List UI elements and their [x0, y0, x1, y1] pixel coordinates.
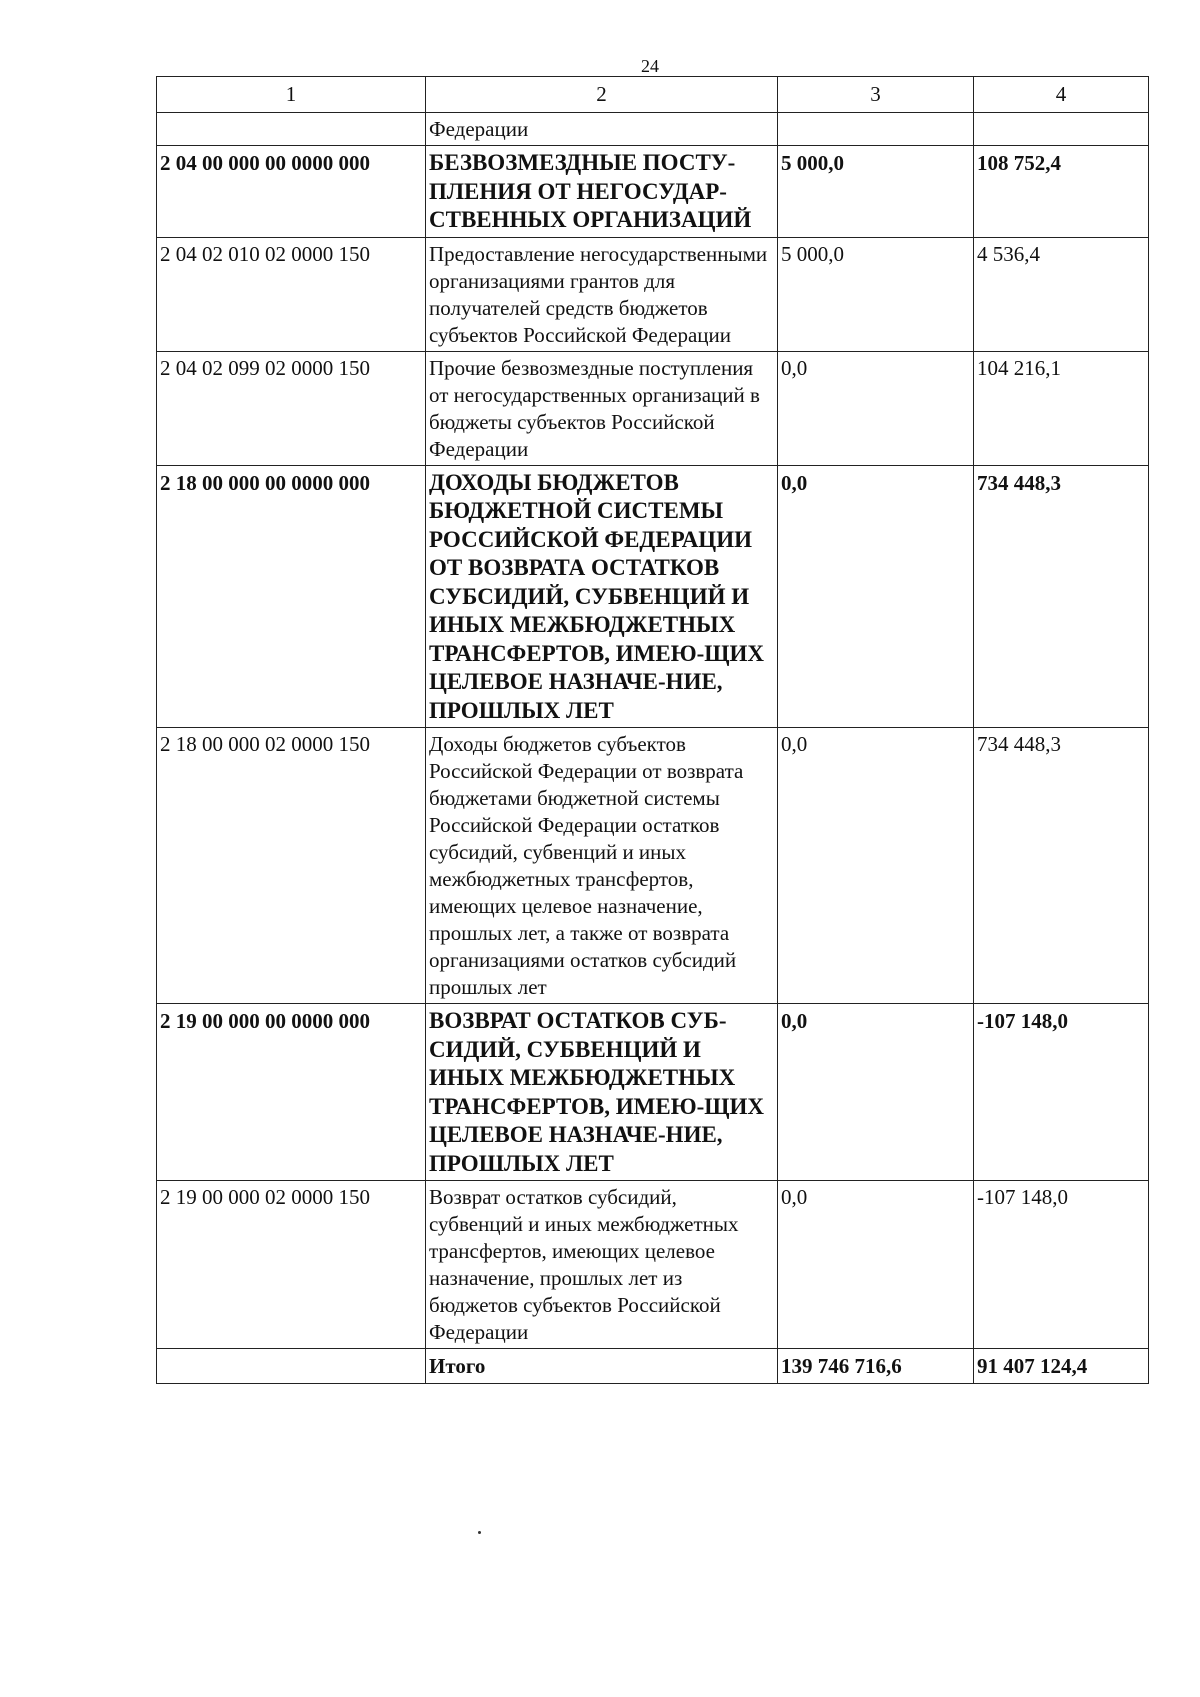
header-cell-name: 2 [426, 77, 778, 113]
row-col4: 734 448,3 [974, 728, 1149, 1004]
row-col3: 0,0 [778, 351, 974, 465]
row-name: Прочие безвозмездные поступления от негосударственных организаций в бюджеты субъектов Российской Федерации [426, 351, 778, 465]
row-code: 2 19 00 000 00 0000 000 [157, 1004, 426, 1181]
row-col3: 0,0 [778, 1181, 974, 1349]
revenue-table [156, 76, 1149, 1384]
total-code [157, 1349, 426, 1384]
header-cell-col3: 3 [778, 77, 974, 113]
row-col4: -107 148,0 [974, 1181, 1149, 1349]
table-header-row [157, 77, 1149, 113]
row-col4: -107 148,0 [974, 1004, 1149, 1181]
table-row [157, 465, 1149, 728]
row-code: 2 18 00 000 02 0000 150 [157, 728, 426, 1004]
row-col3: 5 000,0 [778, 146, 974, 238]
row-name: ДОХОДЫ БЮДЖЕТОВ БЮДЖЕТНОЙ СИСТЕМЫ РОССИЙСКОЙ ФЕДЕРАЦИИ ОТ ВОЗВРАТА ОСТАТКОВ СУБСИДИЙ, СУБВЕНЦИЙ И ИНЫХ МЕЖБЮДЖЕТНЫХ ТРАНСФЕРТОВ, ИМЕЮ-ЩИХ ЦЕЛЕВОЕ НАЗНАЧЕ-НИЕ, ПРОШЛЫХ ЛЕТ [426, 465, 778, 728]
row-code [157, 113, 426, 146]
table-row [157, 351, 1149, 465]
table-row [157, 237, 1149, 351]
page-number: 24 [641, 56, 659, 76]
row-name: Возврат остатков субсидий, субвенций и иных межбюджетных трансфертов, имеющих целевое назначение, прошлых лет из бюджетов субъектов Российской Федерации [426, 1181, 778, 1349]
table-row [157, 113, 1149, 146]
row-col4: 108 752,4 [974, 146, 1149, 238]
row-name: Предоставление негосударственными организациями грантов для получателей средств бюджетов субъектов Российской Федерации [426, 237, 778, 351]
row-col4: 734 448,3 [974, 465, 1149, 728]
table-row [157, 146, 1149, 238]
row-col4: 104 216,1 [974, 351, 1149, 465]
row-code: 2 18 00 000 00 0000 000 [157, 465, 426, 728]
total-row [157, 1349, 1149, 1384]
row-name: ВОЗВРАТ ОСТАТКОВ СУБ-СИДИЙ, СУБВЕНЦИЙ И ИНЫХ МЕЖБЮДЖЕТНЫХ ТРАНСФЕРТОВ, ИМЕЮ-ЩИХ ЦЕЛЕВОЕ НАЗНАЧЕ-НИЕ, ПРОШЛЫХ ЛЕТ [426, 1004, 778, 1181]
row-col3 [778, 113, 974, 146]
scan-speck [478, 1531, 481, 1534]
row-name: Федерации [426, 113, 778, 146]
table-row [157, 728, 1149, 1004]
row-col3: 5 000,0 [778, 237, 974, 351]
table-row [157, 1181, 1149, 1349]
row-col3: 0,0 [778, 1004, 974, 1181]
row-name: Доходы бюджетов субъектов Российской Федерации от возврата бюджетами бюджетной системы Российской Федерации остатков субсидий, субвенций и иных межбюджетных трансфертов, имеющих целевое назначение, прошлых лет, а также от возврата организациями остатков субсидий прошлых лет [426, 728, 778, 1004]
total-col4: 91 407 124,4 [974, 1349, 1149, 1384]
header-cell-code: 1 [157, 77, 426, 113]
row-col3: 0,0 [778, 465, 974, 728]
row-col4 [974, 113, 1149, 146]
row-code: 2 04 02 010 02 0000 150 [157, 237, 426, 351]
total-label: Итого [426, 1349, 778, 1384]
row-code: 2 04 02 099 02 0000 150 [157, 351, 426, 465]
row-code: 2 19 00 000 02 0000 150 [157, 1181, 426, 1349]
row-col4: 4 536,4 [974, 237, 1149, 351]
row-code: 2 04 00 000 00 0000 000 [157, 146, 426, 238]
row-col3: 0,0 [778, 728, 974, 1004]
table-row [157, 1004, 1149, 1181]
row-name: БЕЗВОЗМЕЗДНЫЕ ПОСТУ-ПЛЕНИЯ ОТ НЕГОСУДАР-СТВЕННЫХ ОРГАНИЗАЦИЙ [426, 146, 778, 238]
total-col3: 139 746 716,6 [778, 1349, 974, 1384]
header-cell-col4: 4 [974, 77, 1149, 113]
